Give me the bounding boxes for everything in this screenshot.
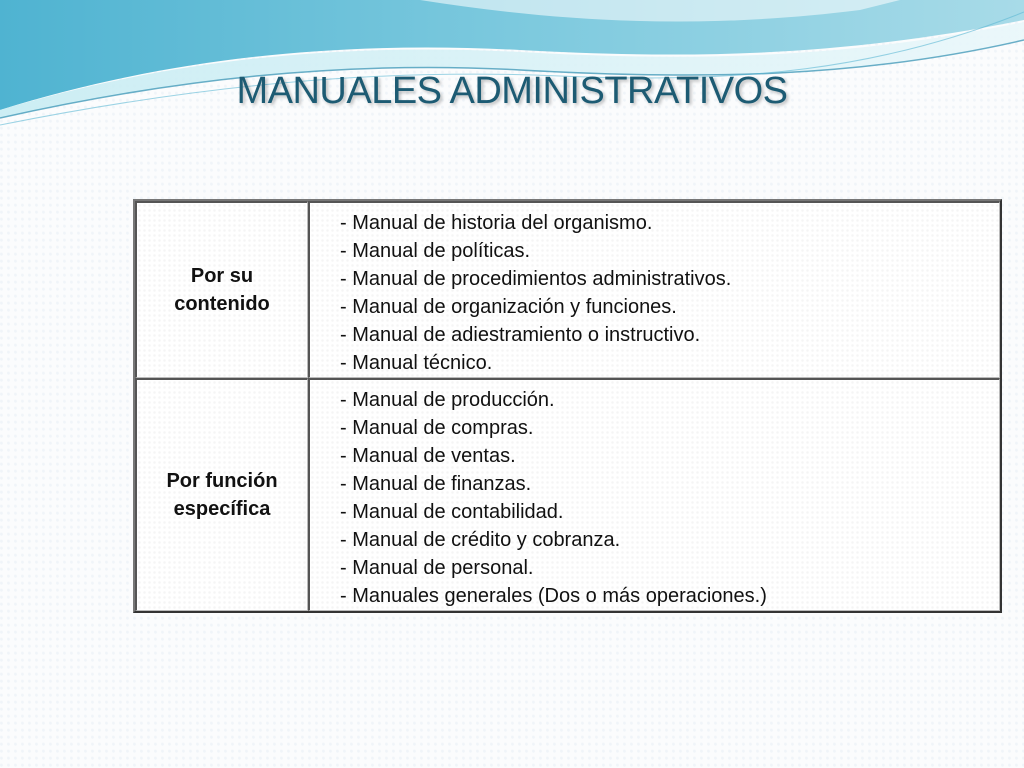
- list-item: - Manual de finanzas.: [340, 473, 532, 495]
- category-cell-function: [135, 378, 308, 611]
- list-item: - Manual de compras.: [340, 417, 534, 439]
- list-item: - Manual de adiestramiento o instructivo.: [340, 324, 701, 346]
- list-item: - Manual de ventas.: [340, 445, 516, 467]
- category-label-line1: Por función: [166, 470, 278, 492]
- table-row-function: [135, 378, 1000, 611]
- list-item: - Manuales generales (Dos o más operaciones.): [340, 585, 767, 607]
- list-item: - Manual de organización y funciones.: [340, 296, 677, 318]
- list-item: - Manual de procedimientos administrativos.: [340, 268, 732, 290]
- list-item: - Manual técnico.: [340, 352, 493, 374]
- items-cell-function: [308, 378, 1000, 611]
- items-cell-content: [308, 201, 1000, 378]
- category-label-line2: contenido: [174, 293, 270, 315]
- list-item: - Manual de producción.: [340, 389, 555, 411]
- list-item: - Manual de crédito y cobranza.: [340, 529, 621, 551]
- list-item: - Manual de historia del organismo.: [340, 212, 653, 234]
- slide-title: MANUALES ADMINISTRATIVOS: [236, 70, 788, 112]
- category-label-line2: específica: [173, 498, 271, 520]
- manuals-table-container: [133, 199, 1002, 607]
- list-item: - Manual de políticas.: [340, 240, 531, 262]
- list-item: - Manual de personal.: [340, 557, 534, 579]
- table-row-content: [135, 201, 1000, 378]
- list-item: - Manual de contabilidad.: [340, 501, 564, 523]
- manual-list-content: [340, 209, 999, 377]
- category-label-line1: Por su: [190, 265, 254, 287]
- manuals-table: [133, 199, 1002, 613]
- manual-list-function: [340, 386, 999, 610]
- category-cell-content: [135, 201, 308, 378]
